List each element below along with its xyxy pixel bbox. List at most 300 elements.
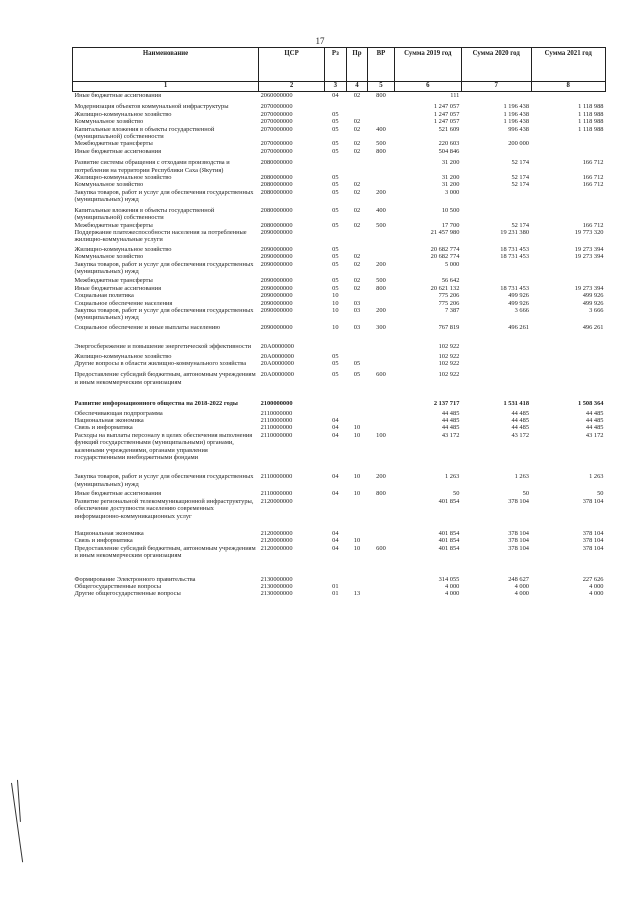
- cell-pr: 02: [353, 284, 361, 292]
- cell-sum-2019: 10 500: [441, 206, 460, 214]
- cell-sum-2021: [531, 367, 605, 386]
- cell-name: Коммунальное хозяйство: [74, 118, 144, 126]
- cell-pr: [346, 292, 368, 299]
- cell-pr: 02: [353, 140, 361, 148]
- cell-sum-2020: 378 104: [508, 497, 530, 505]
- cell-csr: 20А0000000: [260, 343, 294, 351]
- cell-sum-2020: 43 172: [511, 431, 530, 439]
- cell-sum-2021: 19 273 394: [574, 284, 604, 292]
- cell-name: Обеспечивающая подпрограмма: [74, 409, 163, 417]
- cell-sum-2021: [531, 360, 605, 367]
- cell-vr: 500: [376, 140, 386, 148]
- cell-sum-2020: [461, 360, 531, 367]
- cell-pr: [346, 351, 368, 360]
- table-row: [73, 253, 606, 260]
- cell-name: Развитие информационного общества на 2018-2022 годы: [74, 400, 238, 408]
- cell-csr: 2070000000: [260, 118, 293, 126]
- cell-pr: 02: [353, 147, 361, 155]
- cell-csr: 20А0000000: [260, 371, 294, 379]
- table-row: [73, 417, 606, 424]
- cell-rz: 10: [332, 292, 339, 300]
- cell-sum-2020: 200 000: [508, 140, 530, 148]
- table-row: [73, 111, 606, 118]
- cell-sum-2021: [531, 140, 605, 147]
- cell-csr: 2070000000: [260, 147, 293, 155]
- cell-sum-2021: 1 508 364: [577, 400, 604, 408]
- cell-sum-2019: 775 206: [438, 292, 460, 300]
- cell-sum-2019: 17 700: [441, 221, 460, 229]
- cell-csr: 2090000000: [260, 228, 293, 236]
- cell-sum-2019: 7 387: [445, 306, 460, 314]
- cell-csr: 2130000000: [260, 590, 293, 598]
- table-row: [73, 181, 606, 188]
- cell-rz: 04: [332, 529, 339, 537]
- cell-sum-2019: 111: [450, 92, 460, 99]
- cell-sum-2019: 1 247 057: [433, 110, 460, 118]
- table-row: [73, 244, 606, 253]
- cell-csr: 2130000000: [260, 582, 293, 590]
- cell-csr: 2080000000: [260, 159, 293, 167]
- table-row: [73, 118, 606, 125]
- cell-rz: [325, 386, 347, 407]
- cell-rz: 05: [332, 245, 339, 253]
- table-row: [73, 148, 606, 155]
- cell-csr: 2100000000: [260, 400, 293, 408]
- cell-vr: 500: [376, 277, 386, 285]
- cell-vr: 800: [376, 92, 386, 99]
- cell-pr: 05: [353, 360, 361, 367]
- column-number: 7: [461, 82, 531, 92]
- cell-sum-2019: 44 485: [441, 409, 460, 417]
- cell-name: Иные бюджетные ассигнования: [74, 92, 162, 99]
- table-row: [73, 360, 606, 367]
- cell-rz: [325, 229, 347, 244]
- cell-pr: [346, 583, 368, 590]
- cell-rz: 04: [332, 417, 339, 425]
- cell-rz: 05: [332, 174, 339, 182]
- cell-csr: 2080000000: [260, 174, 293, 182]
- cell-vr: [368, 118, 394, 125]
- cell-pr: 02: [353, 277, 361, 285]
- cell-sum-2020: 19 231 380: [500, 228, 530, 236]
- cell-pr: [346, 417, 368, 424]
- cell-pr: 02: [353, 125, 361, 133]
- cell-sum-2020: [461, 148, 531, 155]
- cell-vr: 600: [376, 544, 386, 552]
- cell-sum-2021: [531, 261, 605, 276]
- table-row: [73, 300, 606, 307]
- cell-pr: 03: [353, 299, 361, 307]
- cell-sum-2019: 21 457 980: [430, 228, 460, 236]
- cell-rz: 10: [332, 299, 339, 307]
- cell-sum-2019: 401 854: [438, 544, 460, 552]
- cell-sum-2020: [461, 351, 531, 360]
- cell-name: Социальная политика: [74, 292, 134, 300]
- cell-sum-2019: 50: [453, 490, 460, 498]
- cell-sum-2021: 378 104: [582, 537, 604, 545]
- cell-sum-2020: [461, 92, 531, 100]
- cell-sum-2020: 378 104: [508, 537, 530, 545]
- cell-csr: 2090000000: [260, 323, 293, 331]
- cell-sum-2019: 43 172: [441, 431, 460, 439]
- cell-sum-2021: 166 712: [582, 221, 604, 229]
- cell-sum-2019: 56 642: [441, 277, 460, 285]
- cell-rz: 05: [332, 118, 339, 126]
- header-sum-2021: Сумма 2021 год: [531, 48, 605, 82]
- cell-name: Коммунальное хозяйство: [74, 253, 144, 261]
- cell-csr: 2070000000: [260, 140, 293, 148]
- cell-sum-2020: 44 485: [511, 424, 530, 432]
- cell-rz: 05: [332, 110, 339, 118]
- cell-name: Расходы на выплаты персоналу в целях обеспечения выполнения функций государственными (муниципальными) органами, казенными учреждениями, органами управления государственными внебюджетными фондами: [74, 431, 253, 462]
- cell-vr: [368, 351, 394, 360]
- cell-name: Закупка товаров, работ и услуг для обеспечения государственных (муниципальных) нужд: [74, 473, 254, 488]
- cell-sum-2020: [461, 331, 531, 350]
- cell-sum-2021: 496 261: [582, 323, 604, 331]
- cell-sum-2021: 3 666: [589, 306, 604, 314]
- cell-sum-2019: 1 263: [445, 473, 460, 481]
- cell-name: Капитальные вложения в объекты государственной (муниципальной) собственности: [74, 125, 215, 141]
- cell-name: Межбюджетные трансферты: [74, 140, 153, 148]
- cell-sum-2021: 166 712: [582, 174, 604, 182]
- cell-sum-2020: 378 104: [508, 529, 530, 537]
- cell-sum-2021: 499 926: [582, 299, 604, 307]
- cell-name: Энергосбережение и повышение энергетической эффективности: [74, 343, 252, 351]
- cell-pr: [346, 174, 368, 181]
- margin-pen-mark: [17, 780, 21, 822]
- cell-sum-2021: 378 104: [582, 529, 604, 537]
- table-row: [73, 583, 606, 590]
- cell-vr: [368, 417, 394, 424]
- cell-sum-2019: 4 000: [445, 582, 460, 590]
- cell-pr: 10: [353, 424, 361, 432]
- cell-name: Межбюджетные трансферты: [74, 221, 153, 229]
- cell-rz: [325, 155, 347, 174]
- cell-csr: 2080000000: [260, 181, 293, 189]
- cell-sum-2019: 2 137 717: [433, 400, 460, 408]
- cell-rz: 10: [332, 323, 339, 331]
- cell-sum-2020: [461, 204, 531, 222]
- cell-vr: 200: [376, 188, 386, 196]
- cell-csr: 2060000000: [260, 92, 293, 99]
- table-row: [73, 285, 606, 292]
- cell-vr: [368, 590, 394, 597]
- cell-csr: 2120000000: [260, 537, 293, 545]
- cell-csr: 2130000000: [260, 575, 293, 583]
- cell-sum-2021: 1 118 988: [578, 118, 604, 126]
- cell-pr: 10: [353, 537, 361, 545]
- cell-name: Развитие системы обращения с отходами производства и потребления на территории Республики Саха (Якутия): [74, 159, 230, 174]
- cell-sum-2021: 4 000: [589, 590, 604, 598]
- cell-pr: [346, 408, 368, 417]
- cell-sum-2020: 996 438: [508, 125, 530, 133]
- header-name: Наименование: [73, 48, 259, 82]
- cell-name: Другие общегосударственные вопросы: [74, 590, 181, 598]
- cell-vr: [368, 408, 394, 417]
- cell-name: Закупка товаров, работ и услуг для обеспечения государственных (муниципальных) нужд: [74, 306, 254, 322]
- cell-name: Жилищно-коммунальное хозяйство: [74, 174, 172, 182]
- cell-rz: [325, 560, 347, 583]
- cell-vr: 300: [376, 323, 386, 331]
- cell-sum-2019: 31 200: [441, 181, 460, 189]
- cell-sum-2020: [461, 275, 531, 284]
- table-row: [73, 126, 606, 141]
- cell-sum-2020: 378 104: [508, 544, 530, 552]
- cell-name: Связь и информатика: [74, 424, 133, 432]
- cell-sum-2020: 1 263: [514, 473, 530, 481]
- cell-pr: [346, 229, 368, 244]
- cell-pr: 10: [353, 544, 361, 552]
- cell-pr: 02: [353, 221, 361, 229]
- cell-rz: 05: [332, 360, 339, 367]
- cell-rz: [325, 408, 347, 417]
- table-row: [73, 275, 606, 284]
- cell-sum-2019: 401 854: [438, 529, 460, 537]
- table-row: [73, 204, 606, 222]
- cell-vr: [368, 583, 394, 590]
- cell-sum-2021: [531, 275, 605, 284]
- cell-sum-2020: 18 731 453: [500, 284, 530, 292]
- cell-name: Национальная экономика: [74, 529, 144, 537]
- cell-sum-2020: 4 000: [514, 582, 530, 590]
- cell-name: Иные бюджетные ассигнования: [74, 490, 162, 498]
- cell-name: Предоставление субсидий бюджетным, автономным учреждениям и иным некоммерческим организациям: [74, 371, 256, 386]
- table-row: [73, 367, 606, 386]
- cell-name: Жилищно-коммунальное хозяйство: [74, 110, 172, 118]
- budget-table: [72, 47, 606, 598]
- cell-vr: [368, 331, 394, 350]
- cell-csr: 2120000000: [260, 529, 293, 537]
- cell-sum-2020: 4 000: [514, 590, 530, 598]
- cell-sum-2021: [531, 189, 605, 204]
- cell-name: Закупка товаров, работ и услуг для обеспечения государственных (муниципальных) нужд: [74, 260, 254, 275]
- table-row: [73, 537, 606, 544]
- cell-pr: [346, 244, 368, 253]
- cell-sum-2019: 20 621 132: [430, 284, 460, 292]
- cell-sum-2021: 227 626: [582, 575, 604, 583]
- cell-vr: [368, 560, 394, 583]
- cell-rz: 05: [332, 260, 339, 268]
- cell-sum-2019: 4 000: [445, 590, 460, 598]
- cell-vr: [368, 386, 394, 407]
- cell-pr: 10: [353, 490, 361, 498]
- table-row: [73, 261, 606, 276]
- table-row: [73, 545, 606, 560]
- cell-csr: 2110000000: [260, 473, 293, 481]
- cell-sum-2019: 521 609: [438, 125, 460, 133]
- cell-pr: 02: [353, 206, 361, 214]
- cell-vr: [368, 155, 394, 174]
- cell-vr: 400: [376, 125, 386, 133]
- cell-rz: 01: [332, 590, 339, 598]
- cell-pr: 10: [353, 431, 361, 439]
- cell-rz: 04: [332, 473, 339, 481]
- table-row: [73, 189, 606, 204]
- cell-sum-2019: 401 854: [438, 497, 460, 505]
- cell-sum-2021: 19 773 320: [574, 228, 604, 236]
- cell-csr: 2120000000: [260, 544, 293, 552]
- cell-pr: 03: [353, 323, 361, 331]
- cell-name: Предоставление субсидий бюджетным, автономным учреждениям и иным некоммерческим организациям: [74, 544, 256, 560]
- cell-sum-2021: [531, 351, 605, 360]
- cell-pr: [346, 520, 368, 537]
- cell-rz: 05: [332, 352, 339, 360]
- column-number: 6: [394, 82, 461, 92]
- cell-sum-2020: 499 926: [508, 299, 530, 307]
- cell-pr: 03: [353, 306, 361, 314]
- cell-name: Поддержание платежеспособности населения за потребленные жилищно-коммунальные услуги: [74, 228, 247, 244]
- cell-sum-2021: 43 172: [585, 431, 604, 439]
- page-number: 17: [315, 36, 325, 46]
- cell-vr: 800: [376, 147, 386, 155]
- cell-rz: 05: [332, 140, 339, 148]
- column-number: 8: [531, 82, 605, 92]
- cell-sum-2019: 767 819: [438, 323, 460, 331]
- cell-csr: 2090000000: [260, 299, 293, 307]
- cell-sum-2021: 1 118 988: [578, 103, 604, 111]
- cell-name: Жилищно-коммунальное хозяйство: [74, 245, 172, 253]
- cell-name: Коммунальное хозяйство: [74, 181, 144, 189]
- cell-sum-2019: 20 682 774: [430, 253, 460, 261]
- cell-rz: 01: [332, 582, 339, 590]
- cell-sum-2019: 1 247 057: [433, 103, 460, 111]
- cell-sum-2021: [531, 148, 605, 155]
- cell-vr: [368, 424, 394, 431]
- cell-name: Капитальные вложения в объекты государственной (муниципальной) собственности: [74, 206, 215, 222]
- table-row: [73, 408, 606, 417]
- cell-rz: 10: [332, 306, 339, 314]
- cell-sum-2020: 3 666: [514, 306, 530, 314]
- table-row: [73, 222, 606, 229]
- cell-name: Иные бюджетные ассигнования: [74, 147, 162, 155]
- cell-vr: [368, 360, 394, 367]
- cell-csr: 2070000000: [260, 103, 293, 111]
- cell-sum-2019: 102 922: [438, 352, 460, 360]
- column-number: 3: [325, 82, 347, 92]
- cell-sum-2019: 102 922: [438, 371, 460, 379]
- cell-rz: 04: [332, 431, 339, 439]
- cell-sum-2019: 31 200: [441, 174, 460, 182]
- cell-sum-2020: [461, 261, 531, 276]
- cell-vr: [368, 181, 394, 188]
- cell-rz: 04: [332, 92, 339, 99]
- cell-sum-2019: 102 922: [438, 343, 460, 351]
- cell-sum-2019: 31 200: [441, 159, 460, 167]
- cell-sum-2021: 499 926: [582, 292, 604, 300]
- cell-csr: 2090000000: [260, 292, 293, 300]
- cell-sum-2020: 52 174: [511, 159, 530, 167]
- cell-sum-2020: 499 926: [508, 292, 530, 300]
- table-row: [73, 560, 606, 583]
- cell-rz: 04: [332, 424, 339, 432]
- cell-name: Модернизация объектов коммунальной инфраструктуры: [74, 103, 229, 111]
- cell-sum-2020: 1 196 438: [503, 103, 530, 111]
- cell-rz: 05: [332, 221, 339, 229]
- cell-pr: [346, 111, 368, 118]
- cell-csr: 20А0000000: [260, 360, 294, 367]
- cell-pr: [346, 386, 368, 407]
- cell-csr: 2110000000: [260, 431, 293, 439]
- cell-sum-2021: 4 000: [589, 582, 604, 590]
- cell-vr: [368, 300, 394, 307]
- cell-sum-2020: 496 261: [508, 323, 530, 331]
- column-number: 2: [259, 82, 325, 92]
- header-sum-2020: Сумма 2020 год: [461, 48, 531, 82]
- cell-csr: 2110000000: [260, 490, 293, 498]
- cell-name: Общегосударственные вопросы: [74, 582, 162, 590]
- cell-sum-2021: 378 104: [582, 544, 604, 552]
- cell-pr: 02: [353, 188, 361, 196]
- cell-vr: [368, 520, 394, 537]
- column-number-row: [73, 82, 606, 92]
- table-row: [73, 174, 606, 181]
- cell-sum-2021: 19 273 394: [574, 245, 604, 253]
- cell-name: Формирование Электронного правительства: [74, 575, 196, 583]
- cell-name: Иные бюджетные ассигнования: [74, 284, 162, 292]
- cell-sum-2019: 20 682 774: [430, 245, 460, 253]
- cell-sum-2021: 378 104: [582, 497, 604, 505]
- cell-vr: 600: [376, 371, 386, 379]
- table-row: [73, 155, 606, 174]
- table-row: [73, 424, 606, 431]
- cell-pr: 05: [353, 371, 361, 379]
- header-rz: Рз: [325, 48, 347, 82]
- cell-csr: 2080000000: [260, 221, 293, 229]
- cell-vr: [368, 174, 394, 181]
- cell-vr: 200: [376, 473, 386, 481]
- cell-sum-2020: 1 196 438: [503, 118, 530, 126]
- table-row: [73, 307, 606, 322]
- table-row: [73, 140, 606, 147]
- cell-csr: 2120000000: [260, 497, 293, 505]
- cell-name: Социальное обеспечение и иные выплаты населению: [74, 323, 221, 331]
- cell-name: Жилищно-коммунальное хозяйство: [74, 352, 172, 360]
- cell-pr: 02: [353, 118, 361, 126]
- cell-vr: [368, 99, 394, 110]
- cell-rz: [325, 99, 347, 110]
- cell-csr: 20А0000000: [260, 352, 294, 360]
- table-row: [73, 386, 606, 407]
- cell-pr: 02: [353, 92, 361, 99]
- cell-rz: 04: [332, 537, 339, 545]
- cell-csr: 2110000000: [260, 424, 293, 432]
- cell-csr: 2110000000: [260, 409, 293, 417]
- cell-sum-2019: 44 485: [441, 417, 460, 425]
- cell-rz: 05: [332, 277, 339, 285]
- cell-vr: 500: [376, 221, 386, 229]
- cell-csr: 2070000000: [260, 110, 293, 118]
- cell-pr: [346, 99, 368, 110]
- cell-csr: 2090000000: [260, 277, 293, 285]
- cell-sum-2019: 1 247 057: [433, 118, 460, 126]
- table-row: [73, 432, 606, 462]
- cell-sum-2021: 1 118 988: [578, 125, 604, 133]
- cell-rz: [325, 331, 347, 350]
- cell-rz: [325, 498, 347, 520]
- cell-rz: 05: [332, 371, 339, 379]
- cell-sum-2021: 1 118 988: [578, 110, 604, 118]
- cell-name: Межбюджетные трансферты: [74, 277, 153, 285]
- header-csr: ЦСР: [259, 48, 325, 82]
- table-row: [73, 322, 606, 331]
- cell-sum-2020: 1 196 438: [503, 110, 530, 118]
- cell-csr: 2080000000: [260, 206, 293, 214]
- cell-csr: 2110000000: [260, 417, 293, 425]
- cell-csr: 2090000000: [260, 253, 293, 261]
- cell-sum-2021: [531, 331, 605, 350]
- table-row: [73, 92, 606, 100]
- cell-name: Закупка товаров, работ и услуг для обеспечения государственных (муниципальных) нужд: [74, 188, 254, 204]
